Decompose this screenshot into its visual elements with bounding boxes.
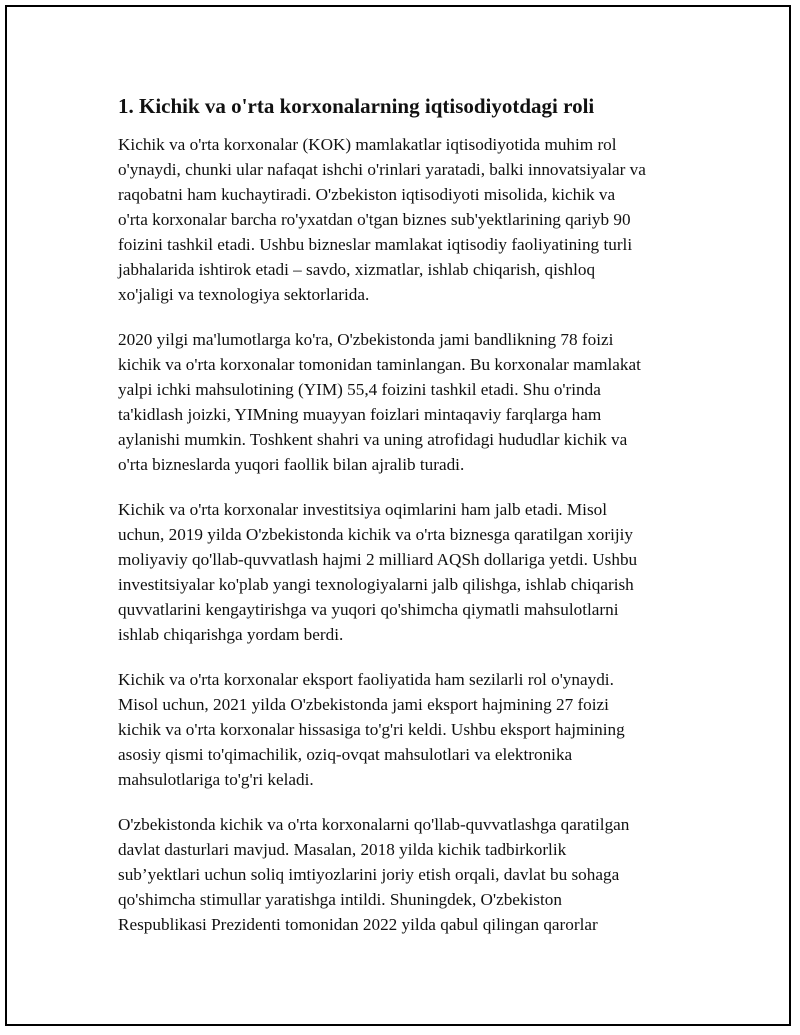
paragraph-line: yalpi ichki mahsulotining (YIM) 55,4 foizini tashkil etadi. Shu o'rinda: [118, 380, 601, 399]
paragraph-line: kichik va o'rta korxonalar tomonidan taminlangan. Bu korxonalar mamlakat: [118, 355, 641, 374]
paragraph-line: davlat dasturlari mavjud. Masalan, 2018 yilda kichik tadbirkorlik: [118, 840, 567, 859]
paragraph-line: Kichik va o'rta korxonalar (KOK) mamlakatlar iqtisodiyotida muhim rol: [118, 135, 617, 154]
paragraph-line: Kichik va o'rta korxonalar investitsiya oqimlarini ham jalb etadi. Misol: [118, 500, 608, 519]
paragraph-line: o'rta bizneslarda yuqori faollik bilan ajralib turadi.: [118, 455, 465, 474]
body-paragraph: [118, 132, 698, 307]
paragraph-line: raqobatni ham kuchaytiradi. O'zbekiston iqtisodiyoti misolida, kichik va: [118, 185, 616, 204]
paragraph-line: o'ynaydi, chunki ular nafaqat ishchi o'rinlari yaratadi, balki innovatsiyalar va: [118, 160, 646, 179]
body-paragraph: [118, 812, 698, 937]
paragraph-line: moliyaviy qo'llab-quvvatlash hajmi 2 milliard AQSh dollariga yetdi. Ushbu: [118, 550, 638, 569]
paragraph-line: ishlab chiqarishga yordam berdi.: [118, 625, 344, 644]
paragraph-line: o'rta korxonalar barcha ro'yxatdan o'tgan biznes sub'yektlarining qariyb 90: [118, 210, 631, 229]
paragraph-line: qo'shimcha stimullar yaratishga intildi. Shuningdek, O'zbekiston: [118, 890, 562, 909]
paragraph-line: aylanishi mumkin. Toshkent shahri va uning atrofidagi hududlar kichik va: [118, 430, 628, 449]
paragraph-line: investitsiyalar ko'plab yangi texnologiyalarni jalb qilishga, ishlab chiqarish: [118, 575, 634, 594]
paragraph-line: O'zbekistonda kichik va o'rta korxonalarni qo'llab-quvvatlashga qaratilgan: [118, 815, 630, 834]
paragraph-line: quvvatlarini kengaytirishga va yuqori qo'shimcha qiymatli mahsulotlarni: [118, 600, 619, 619]
section-heading: 1. Kichik va o'rta korxonalarning iqtisodiyotdagi roli: [118, 94, 595, 118]
body-paragraph: [118, 667, 698, 792]
paragraph-list: [118, 132, 698, 937]
paragraph-line: xo'jaligi va texnologiya sektorlarida.: [118, 285, 370, 304]
paragraph-line: Respublikasi Prezidenti tomonidan 2022 yilda qabul qilingan qarorlar: [118, 915, 598, 934]
body-paragraph: [118, 327, 698, 477]
paragraph-line: Kichik va o'rta korxonalar eksport faoliyatida ham sezilarli rol o'ynaydi.: [118, 670, 614, 689]
paragraph-line: 2020 yilgi ma'lumotlarga ko'ra, O'zbekistonda jami bandlikning 78 foizi: [118, 330, 614, 349]
paragraph-line: jabhalarida ishtirok etadi – savdo, xizmatlar, ishlab chiqarish, qishloq: [118, 260, 596, 279]
paragraph-line: uchun, 2019 yilda O'zbekistonda kichik va o'rta biznesga qaratilgan xorijiy: [118, 525, 633, 544]
paragraph-line: mahsulotlariga to'g'ri keladi.: [118, 770, 314, 789]
paragraph-line: asosiy qismi to'qimachilik, oziq-ovqat mahsulotlari va elektronika: [118, 745, 573, 764]
paragraph-line: sub’yektlari uchun soliq imtiyozlarini joriy etish orqali, davlat bu sohaga: [118, 865, 620, 884]
paragraph-line: kichik va o'rta korxonalar hissasiga to'g'ri keldi. Ushbu eksport hajmining: [118, 720, 625, 739]
document-content: [118, 92, 698, 957]
paragraph-line: foizini tashkil etadi. Ushbu bizneslar mamlakat iqtisodiy faoliyatining turli: [118, 235, 633, 254]
paragraph-line: Misol uchun, 2021 yilda O'zbekistonda jami eksport hajmining 27 foizi: [118, 695, 609, 714]
body-paragraph: [118, 497, 698, 647]
paragraph-line: ta'kidlash joizki, YIMning muayyan foizlari mintaqaviy farqlarga ham: [118, 405, 602, 424]
